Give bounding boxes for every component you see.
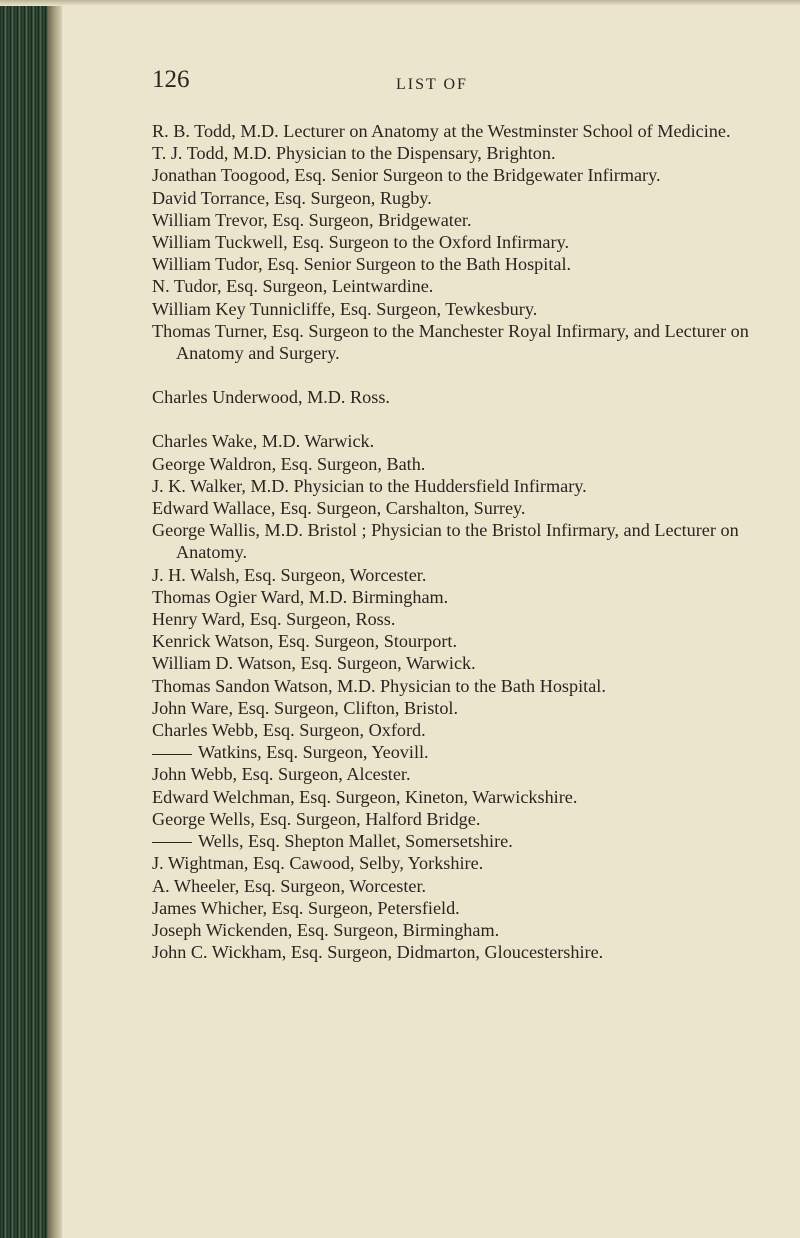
list-entry: Thomas Ogier Ward, M.D. Birmingham. — [152, 586, 449, 607]
list-entry: William D. Watson, Esq. Surgeon, Warwick. — [152, 653, 476, 674]
ditto-dash — [152, 842, 192, 843]
list-entry: N. Tudor, Esq. Surgeon, Leintwardine. — [152, 276, 434, 297]
list-entry: J. Wightman, Esq. Cawood, Selby, Yorkshire. — [152, 853, 484, 874]
list-entry: Edward Welchman, Esq. Surgeon, Kineton, Warwickshire. — [152, 786, 578, 807]
list-entry: Thomas Turner, Esq. Surgeon to the Manchester Royal Infirmary, and Lecturer on Anatomy and Surgery. — [152, 320, 749, 364]
list-entry: Jonathan Toogood, Esq. Senior Surgeon to the Bridgewater Infirmary. — [152, 165, 661, 186]
list-entry: John Ware, Esq. Surgeon, Clifton, Bristol. — [152, 697, 459, 718]
list-entry: J. H. Walsh, Esq. Surgeon, Worcester. — [152, 564, 427, 585]
list-entry: William Trevor, Esq. Surgeon, Bridgewater. — [152, 209, 472, 230]
running-title: LIST OF — [396, 76, 468, 93]
list-entry: Charles Underwood, M.D. Ross. — [152, 387, 390, 408]
list-entry: William Tudor, Esq. Senior Surgeon to the Bath Hospital. — [152, 254, 572, 275]
list-entry: T. J. Todd, M.D. Physician to the Dispensary, Brighton. — [152, 143, 556, 164]
page-number: 126 — [152, 66, 190, 93]
list-entry: Edward Wallace, Esq. Surgeon, Carshalton, Surrey. — [152, 498, 526, 519]
list-entry: George Wallis, M.D. Bristol ; Physician to the Bristol Infirmary, and Lecturer on Anatomy. — [152, 520, 739, 563]
list-entry: William Tuckwell, Esq. Surgeon to the Oxford Infirmary. — [152, 232, 570, 253]
book-spine — [0, 0, 48, 1238]
page-gutter — [48, 0, 62, 1238]
list-entry: Joseph Wickenden, Esq. Surgeon, Birmingham. — [152, 919, 500, 940]
list-entry: Kenrick Watson, Esq. Surgeon, Stourport. — [152, 631, 458, 652]
list-entry: J. K. Walker, M.D. Physician to the Huddersfield Infirmary. — [152, 475, 587, 496]
list-entry: James Whicher, Esq. Surgeon, Petersfield. — [152, 897, 460, 918]
page-header — [152, 66, 712, 106]
list-entry: George Waldron, Esq. Surgeon, Bath. — [152, 453, 426, 474]
list-entry: R. B. Todd, M.D. Lecturer on Anatomy at the Westminster School of Medicine. — [152, 121, 731, 141]
list-entry: Thomas Sandon Watson, M.D. Physician to the Bath Hospital. — [152, 675, 606, 696]
ditto-dash — [152, 754, 192, 755]
list-entry: Henry Ward, Esq. Surgeon, Ross. — [152, 609, 396, 630]
list-entry: Charles Webb, Esq. Surgeon, Oxford. — [152, 720, 426, 741]
list-entry-text: Wells, Esq. Shepton Mallet, Somersetshire. — [198, 831, 513, 852]
subscriber-list — [152, 120, 792, 963]
list-entry: William Key Tunnicliffe, Esq. Surgeon, Tewkesbury. — [152, 298, 538, 319]
list-entry-text: Watkins, Esq. Surgeon, Yeovill. — [198, 742, 429, 763]
list-entry: A. Wheeler, Esq. Surgeon, Worcester. — [152, 875, 427, 896]
page-top-edge — [0, 0, 800, 6]
list-entry: David Torrance, Esq. Surgeon, Rugby. — [152, 187, 432, 208]
list-entry-ditto — [152, 741, 792, 763]
list-entry: John Webb, Esq. Surgeon, Alcester. — [152, 764, 411, 785]
list-entry: Charles Wake, M.D. Warwick. — [152, 431, 375, 452]
list-entry-ditto — [152, 830, 792, 852]
list-entry: George Wells, Esq. Surgeon, Halford Bridge. — [152, 808, 481, 829]
list-entry: John C. Wickham, Esq. Surgeon, Didmarton, Gloucestershire. — [152, 942, 604, 963]
